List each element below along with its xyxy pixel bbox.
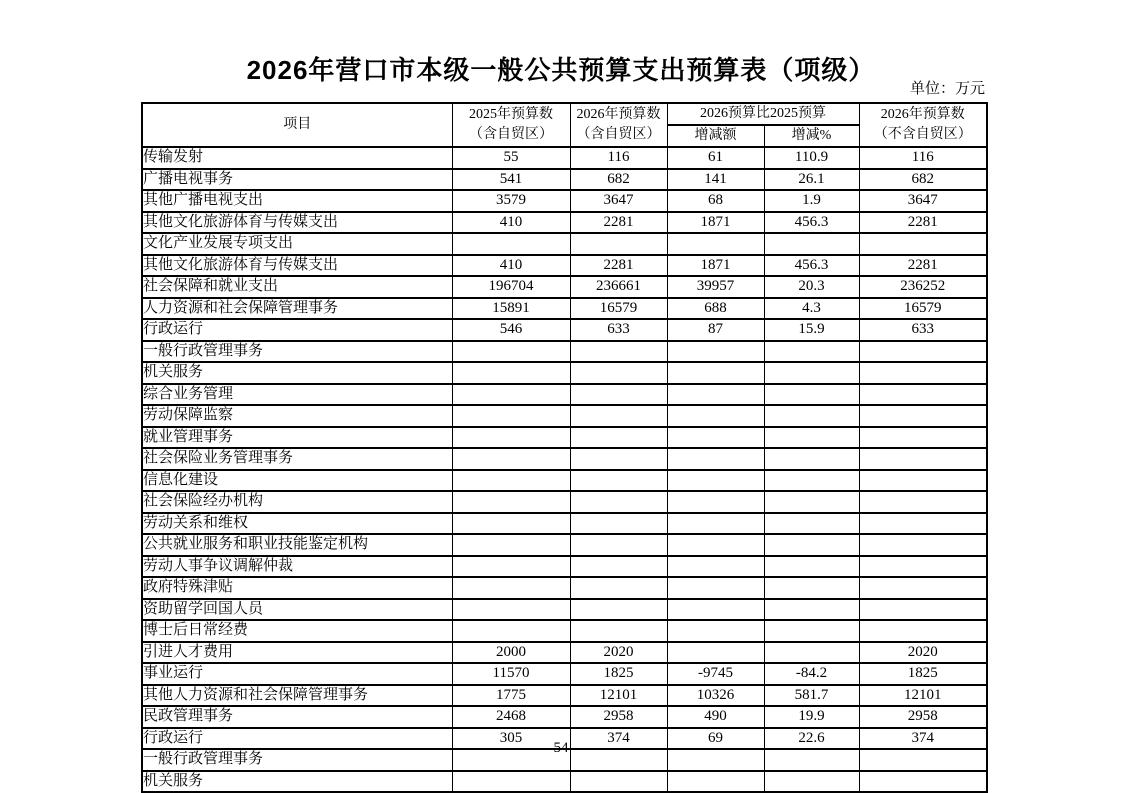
cell-value [859, 470, 987, 492]
table-row [142, 276, 987, 298]
cell-value: 633 [859, 319, 987, 341]
row-label: 其他人力资源和社会保障管理事务 [142, 685, 452, 707]
row-label: 人力资源和社会保障管理事务 [142, 298, 452, 320]
cell-value [452, 556, 570, 578]
cell-value [452, 513, 570, 535]
col-header-2026-excl [859, 103, 987, 147]
cell-value: 4.3 [764, 298, 859, 320]
cell-value [859, 577, 987, 599]
cell-value: 682 [859, 169, 987, 191]
cell-value [859, 341, 987, 363]
row-label: 机关服务 [142, 362, 452, 384]
budget-table [141, 102, 988, 793]
table-row [142, 577, 987, 599]
cell-value [859, 556, 987, 578]
cell-value: 196704 [452, 276, 570, 298]
table-row [142, 663, 987, 685]
cell-value [570, 405, 667, 427]
table-row [142, 298, 987, 320]
cell-value: 2958 [570, 706, 667, 728]
cell-value [764, 491, 859, 513]
row-label: 广播电视事务 [142, 169, 452, 191]
cell-value [764, 771, 859, 793]
table-row [142, 642, 987, 664]
cell-value: 141 [667, 169, 764, 191]
cell-value: 1775 [452, 685, 570, 707]
cell-value [667, 556, 764, 578]
cell-value: 682 [570, 169, 667, 191]
cell-value: 633 [570, 319, 667, 341]
cell-value [859, 513, 987, 535]
table-row [142, 255, 987, 277]
row-label: 一般行政管理事务 [142, 749, 452, 771]
cell-value: 26.1 [764, 169, 859, 191]
cell-value [764, 233, 859, 255]
cell-value [859, 427, 987, 449]
cell-value [764, 577, 859, 599]
row-label: 事业运行 [142, 663, 452, 685]
cell-value [859, 491, 987, 513]
cell-value [667, 470, 764, 492]
table-row [142, 706, 987, 728]
cell-value: 410 [452, 255, 570, 277]
cell-value [452, 233, 570, 255]
cell-value: 69 [667, 728, 764, 750]
cell-value: 3647 [859, 190, 987, 212]
cell-value [667, 771, 764, 793]
cell-value [667, 513, 764, 535]
cell-value: 1.9 [764, 190, 859, 212]
cell-value [452, 771, 570, 793]
table-row [142, 427, 987, 449]
page-number: 54 [553, 740, 569, 756]
cell-value [570, 577, 667, 599]
table-row [142, 491, 987, 513]
cell-value [570, 448, 667, 470]
cell-value: 3647 [570, 190, 667, 212]
cell-value [570, 362, 667, 384]
cell-value: 15.9 [764, 319, 859, 341]
row-label: 社会保险经办机构 [142, 491, 452, 513]
cell-value: 19.9 [764, 706, 859, 728]
table-row [142, 362, 987, 384]
table-row [142, 470, 987, 492]
table-row [142, 147, 987, 169]
row-label: 博士后日常经费 [142, 620, 452, 642]
cell-value [859, 599, 987, 621]
cell-value [452, 341, 570, 363]
row-label: 社会保障和就业支出 [142, 276, 452, 298]
table-row [142, 599, 987, 621]
cell-value: 2020 [859, 642, 987, 664]
cell-value [570, 470, 667, 492]
row-label: 政府特殊津贴 [142, 577, 452, 599]
row-label: 社会保险业务管理事务 [142, 448, 452, 470]
cell-value: 16579 [570, 298, 667, 320]
cell-value [570, 513, 667, 535]
cell-value [859, 534, 987, 556]
row-label: 文化产业发展专项支出 [142, 233, 452, 255]
cell-value [452, 384, 570, 406]
row-label: 行政运行 [142, 319, 452, 341]
cell-value: 2020 [570, 642, 667, 664]
cell-value [859, 362, 987, 384]
row-label: 就业管理事务 [142, 427, 452, 449]
cell-value [667, 534, 764, 556]
cell-value: 110.9 [764, 147, 859, 169]
col-header-item: 项目 [142, 103, 452, 147]
cell-value [764, 620, 859, 642]
cell-value: 2281 [570, 212, 667, 234]
cell-value: 581.7 [764, 685, 859, 707]
col-header-2026-excl-line1: 2026年预算数 [880, 107, 965, 122]
cell-value: 490 [667, 706, 764, 728]
cell-value [570, 599, 667, 621]
table-row [142, 771, 987, 793]
cell-value [452, 491, 570, 513]
table-row [142, 319, 987, 341]
cell-value [764, 513, 859, 535]
cell-value: 2000 [452, 642, 570, 664]
row-label: 资助留学回国人员 [142, 599, 452, 621]
cell-value [452, 599, 570, 621]
table-row [142, 448, 987, 470]
cell-value [764, 556, 859, 578]
cell-value [452, 427, 570, 449]
table-row [142, 685, 987, 707]
col-header-2026-incl [570, 103, 667, 147]
cell-value [667, 642, 764, 664]
page-title: 2026年营口市本级一般公共预算支出预算表（项级） [246, 55, 876, 85]
cell-value: 546 [452, 319, 570, 341]
cell-value: 2958 [859, 706, 987, 728]
table-row [142, 534, 987, 556]
cell-value: 87 [667, 319, 764, 341]
cell-value [452, 620, 570, 642]
row-label: 行政运行 [142, 728, 452, 750]
table-header [142, 103, 987, 147]
cell-value [667, 620, 764, 642]
cell-value [570, 427, 667, 449]
col-header-2026-incl-line2: （含自贸区） [576, 127, 661, 142]
row-label: 劳动人事争议调解仲裁 [142, 556, 452, 578]
cell-value [667, 448, 764, 470]
col-header-2025-incl-line1: 2025年预算数 [469, 107, 553, 122]
cell-value [764, 405, 859, 427]
cell-value: 305 [452, 728, 570, 750]
table-row [142, 513, 987, 535]
cell-value [667, 491, 764, 513]
col-header-compare: 2026预算比2025预算 [667, 103, 859, 125]
row-label: 机关服务 [142, 771, 452, 793]
cell-value: 61 [667, 147, 764, 169]
cell-value: 11570 [452, 663, 570, 685]
row-label: 劳动关系和维权 [142, 513, 452, 535]
cell-value [570, 771, 667, 793]
header-row-1 [142, 103, 987, 125]
row-label: 其他文化旅游体育与传媒支出 [142, 255, 452, 277]
table-row [142, 341, 987, 363]
cell-value [859, 771, 987, 793]
cell-value: 68 [667, 190, 764, 212]
row-label: 其他广播电视支出 [142, 190, 452, 212]
row-label: 其他文化旅游体育与传媒支出 [142, 212, 452, 234]
cell-value [764, 427, 859, 449]
cell-value [764, 341, 859, 363]
cell-value [859, 405, 987, 427]
row-label: 综合业务管理 [142, 384, 452, 406]
col-header-change-amount: 增减额 [667, 125, 764, 147]
cell-value: 456.3 [764, 255, 859, 277]
cell-value: 10326 [667, 685, 764, 707]
cell-value: 541 [452, 169, 570, 191]
cell-value [570, 341, 667, 363]
table-row [142, 620, 987, 642]
cell-value: 688 [667, 298, 764, 320]
cell-value [764, 642, 859, 664]
cell-value: 236252 [859, 276, 987, 298]
cell-value [452, 470, 570, 492]
cell-value: -9745 [667, 663, 764, 685]
cell-value [667, 341, 764, 363]
table-row [142, 169, 987, 191]
cell-value: 1825 [570, 663, 667, 685]
table-row [142, 233, 987, 255]
cell-value: 1825 [859, 663, 987, 685]
cell-value [667, 577, 764, 599]
row-label: 劳动保障监察 [142, 405, 452, 427]
table-row [142, 405, 987, 427]
row-label: 信息化建设 [142, 470, 452, 492]
cell-value: 1871 [667, 212, 764, 234]
cell-value: 236661 [570, 276, 667, 298]
cell-value: 116 [570, 147, 667, 169]
cell-value: 20.3 [764, 276, 859, 298]
cell-value [764, 362, 859, 384]
cell-value [859, 448, 987, 470]
cell-value: 1871 [667, 255, 764, 277]
cell-value: 374 [859, 728, 987, 750]
cell-value [667, 405, 764, 427]
cell-value [570, 556, 667, 578]
cell-value [570, 233, 667, 255]
cell-value [452, 362, 570, 384]
cell-value: 456.3 [764, 212, 859, 234]
cell-value [859, 233, 987, 255]
table-row [142, 556, 987, 578]
cell-value [764, 534, 859, 556]
cell-value [570, 534, 667, 556]
table-row [142, 190, 987, 212]
cell-value: 116 [859, 147, 987, 169]
cell-value: 374 [570, 728, 667, 750]
cell-value [667, 427, 764, 449]
cell-value: 15891 [452, 298, 570, 320]
cell-value [452, 405, 570, 427]
cell-value [667, 362, 764, 384]
cell-value: 3579 [452, 190, 570, 212]
unit-label: 单位：万元 [909, 81, 985, 97]
cell-value: 55 [452, 147, 570, 169]
cell-value: 39957 [667, 276, 764, 298]
table-body [142, 147, 987, 792]
cell-value [667, 233, 764, 255]
cell-value [667, 384, 764, 406]
col-header-2025-incl [452, 103, 570, 147]
cell-value [859, 384, 987, 406]
cell-value [570, 384, 667, 406]
row-label: 公共就业服务和职业技能鉴定机构 [142, 534, 452, 556]
cell-value [452, 534, 570, 556]
cell-value: 12101 [570, 685, 667, 707]
cell-value: -84.2 [764, 663, 859, 685]
cell-value [859, 620, 987, 642]
cell-value: 2468 [452, 706, 570, 728]
col-header-2025-incl-line2: （含自贸区） [469, 127, 553, 142]
row-label: 引进人才费用 [142, 642, 452, 664]
table-row [142, 384, 987, 406]
cell-value [764, 384, 859, 406]
cell-value: 12101 [859, 685, 987, 707]
col-header-2026-excl-line2: （不含自贸区） [873, 127, 972, 142]
cell-value [452, 577, 570, 599]
col-header-2026-incl-line1: 2026年预算数 [576, 107, 661, 122]
cell-value: 22.6 [764, 728, 859, 750]
cell-value [570, 491, 667, 513]
cell-value [570, 620, 667, 642]
cell-value [452, 448, 570, 470]
col-header-change-pct: 增减% [764, 125, 859, 147]
row-label: 民政管理事务 [142, 706, 452, 728]
cell-value: 410 [452, 212, 570, 234]
row-label: 一般行政管理事务 [142, 341, 452, 363]
cell-value [764, 599, 859, 621]
cell-value: 16579 [859, 298, 987, 320]
cell-value [764, 470, 859, 492]
cell-value [667, 599, 764, 621]
cell-value: 2281 [570, 255, 667, 277]
table-row [142, 212, 987, 234]
cell-value: 2281 [859, 212, 987, 234]
cell-value: 2281 [859, 255, 987, 277]
cell-value [764, 448, 859, 470]
row-label: 传输发射 [142, 147, 452, 169]
